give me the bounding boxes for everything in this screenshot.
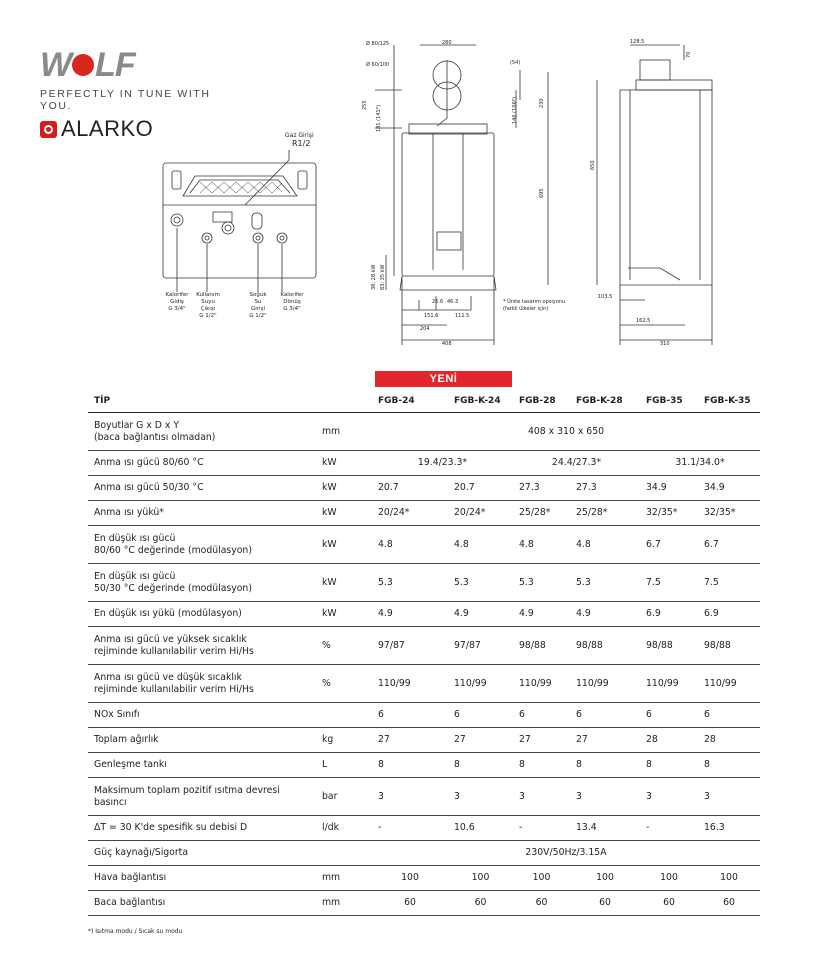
- row-label: Genleşme tankı: [88, 753, 316, 778]
- paired-value: 31.1/34.0*: [640, 451, 760, 476]
- cell-value: 98/88: [640, 627, 698, 665]
- cell-value: 100: [513, 866, 570, 891]
- cell-value: 34.9: [698, 476, 760, 501]
- cell-value: 3: [570, 778, 640, 816]
- dim-label: 181 (141*): [376, 104, 382, 132]
- row-label: Anma ısı gücü 80/60 °C: [88, 451, 316, 476]
- cell-value: 3: [698, 778, 760, 816]
- cell-value: 60: [372, 891, 448, 916]
- row-label: Hava bağlantısı: [88, 866, 316, 891]
- dim-label: 103.5: [598, 294, 613, 300]
- cell-value: -: [640, 816, 698, 841]
- cell-value: 4.9: [372, 602, 448, 627]
- dim-label: 146 (106*): [512, 96, 518, 124]
- table-row: [88, 728, 760, 753]
- row-unit: kW: [316, 602, 372, 627]
- cell-value: 6.9: [698, 602, 760, 627]
- cell-value: 20/24*: [448, 501, 513, 526]
- dim-label: Ø 60/100: [366, 62, 390, 68]
- cell-value: 60: [570, 891, 640, 916]
- dim-label: 151.6: [424, 313, 439, 319]
- table-row: [88, 841, 760, 866]
- merged-value: 230V/50Hz/3.15A: [372, 841, 760, 866]
- cell-value: 34.9: [640, 476, 698, 501]
- cell-value: 27: [448, 728, 513, 753]
- row-unit: %: [316, 627, 372, 665]
- row-label: Baca bağlantısı: [88, 891, 316, 916]
- cell-value: 13.4: [570, 816, 640, 841]
- row-unit: %: [316, 665, 372, 703]
- cell-value: -: [372, 816, 448, 841]
- row-unit: kW: [316, 451, 372, 476]
- dim-label: (54): [510, 60, 521, 66]
- cell-value: 110/99: [570, 665, 640, 703]
- table-row: [88, 526, 760, 564]
- cell-value: 97/87: [372, 627, 448, 665]
- cell-value: 5.3: [372, 564, 448, 602]
- table-header-row: [88, 390, 760, 413]
- conn-label-cold-water: Soğuk Su Girişi G 1/2": [249, 292, 267, 319]
- table-row: [88, 778, 760, 816]
- note-line: * Ünite tasarım opsiyonu: [503, 299, 566, 305]
- cell-value: 20.7: [372, 476, 448, 501]
- cell-value: 20/24*: [372, 501, 448, 526]
- cell-value: 32/35*: [698, 501, 760, 526]
- conn-label-heating-flow: Kalorifer Gidiş G 3/4": [165, 292, 189, 312]
- merged-value: 408 x 310 x 650: [372, 413, 760, 451]
- dim-label: 310: [660, 341, 670, 347]
- table-row: [88, 501, 760, 526]
- header-fgb-24: FGB-24: [372, 390, 448, 413]
- gas-inlet-label: Gaz Girişi: [285, 132, 314, 139]
- cell-value: 98/88: [513, 627, 570, 665]
- cell-value: 27: [513, 728, 570, 753]
- cell-value: 3: [448, 778, 513, 816]
- cell-value: 4.9: [448, 602, 513, 627]
- cell-value: 6.7: [640, 526, 698, 564]
- side-view-drawing: [597, 45, 712, 345]
- cell-value: 4.9: [513, 602, 570, 627]
- dim-label: 408: [442, 341, 452, 347]
- cell-value: -: [513, 816, 570, 841]
- table-row: [88, 627, 760, 665]
- wolf-logo: W LF: [40, 46, 135, 84]
- row-label: Güç kaynağı/Sigorta: [88, 841, 316, 866]
- dim-label: 650: [590, 160, 596, 170]
- cell-value: 32/35*: [640, 501, 698, 526]
- cell-value: 8: [570, 753, 640, 778]
- table-row: [88, 413, 760, 451]
- cell-value: 97/87: [448, 627, 513, 665]
- header-fgb-k-24: FGB-K-24: [448, 390, 513, 413]
- brand-tagline: PERFECTLY IN TUNE WITH YOU.: [40, 88, 211, 112]
- table-row: [88, 665, 760, 703]
- cell-value: 110/99: [448, 665, 513, 703]
- cell-value: 98/88: [570, 627, 640, 665]
- table-row: [88, 703, 760, 728]
- dim-label: 70: [686, 51, 692, 58]
- cell-value: 6: [640, 703, 698, 728]
- row-unit: mm: [316, 866, 372, 891]
- header-fgb-k-28: FGB-K-28: [570, 390, 640, 413]
- dim-label: 230: [539, 98, 545, 108]
- cell-value: 7.5: [698, 564, 760, 602]
- gas-inlet-size: R1/2: [292, 139, 311, 148]
- row-label: En düşük ısı gücü 50/30 °C değerinde (modülasyon): [88, 564, 316, 602]
- cell-value: 3: [513, 778, 570, 816]
- cell-value: 8: [698, 753, 760, 778]
- cell-value: 4.8: [570, 526, 640, 564]
- cell-value: 110/99: [513, 665, 570, 703]
- row-label: En düşük ısı gücü 80/60 °C değerinde (modülasyon): [88, 526, 316, 564]
- row-label: Maksimum toplam pozitif ısıtma devresi basıncı: [88, 778, 316, 816]
- dim-label: 38; 28 kW: [371, 264, 377, 290]
- row-unit: kW: [316, 476, 372, 501]
- note-line: (farklı ülkeler için): [503, 306, 549, 312]
- cell-value: 6: [570, 703, 640, 728]
- cell-value: 4.8: [513, 526, 570, 564]
- alarko-logo: ALARKO: [40, 116, 220, 142]
- cell-value: 5.3: [513, 564, 570, 602]
- cell-value: 3: [640, 778, 698, 816]
- cell-value: 25/28*: [570, 501, 640, 526]
- cell-value: 5.3: [570, 564, 640, 602]
- technical-drawings: [0, 0, 828, 370]
- paired-value: 24.4/27.3*: [513, 451, 640, 476]
- dim-label: 111.5: [455, 313, 470, 319]
- row-unit: mm: [316, 891, 372, 916]
- dim-label: 280: [442, 40, 452, 46]
- cell-value: 16.3: [698, 816, 760, 841]
- cell-value: 28: [698, 728, 760, 753]
- cell-value: 6: [448, 703, 513, 728]
- cell-value: 20.7: [448, 476, 513, 501]
- row-unit: bar: [316, 778, 372, 816]
- row-label: Anma ısı gücü ve düşük sıcaklık rejiminde kullanılabilir verim Hi/Hs: [88, 665, 316, 703]
- dim-label: 46.3: [447, 299, 459, 305]
- cell-value: 110/99: [372, 665, 448, 703]
- cell-value: 8: [448, 753, 513, 778]
- table-row: [88, 816, 760, 841]
- header-fgb-28: FGB-28: [513, 390, 570, 413]
- cell-value: 100: [698, 866, 760, 891]
- row-label: NOx Sınıfı: [88, 703, 316, 728]
- row-label: Anma ısı gücü ve yüksek sıcaklık rejiminde kullanılabilir verim Hi/Hs: [88, 627, 316, 665]
- row-unit: mm: [316, 413, 372, 451]
- cell-value: 27: [570, 728, 640, 753]
- dim-label: 128.5: [630, 39, 645, 45]
- cell-value: 100: [640, 866, 698, 891]
- row-unit: l/dk: [316, 816, 372, 841]
- cell-value: 7.5: [640, 564, 698, 602]
- row-label: En düşük ısı yükü (modülasyon): [88, 602, 316, 627]
- cell-value: 28: [640, 728, 698, 753]
- cell-value: 60: [448, 891, 513, 916]
- dim-label: 83; 35 kW: [380, 264, 386, 290]
- spec-table: [88, 390, 760, 916]
- new-badge: YENİ: [375, 371, 512, 387]
- cell-value: 3: [372, 778, 448, 816]
- cell-value: 8: [372, 753, 448, 778]
- row-label: Anma ısı gücü 50/30 °C: [88, 476, 316, 501]
- footnote: *) Isıtma modu / Sıcak su modu: [88, 928, 183, 935]
- cell-value: 100: [372, 866, 448, 891]
- row-unit: L: [316, 753, 372, 778]
- cell-value: 100: [570, 866, 640, 891]
- header-fgb-k-35: FGB-K-35: [698, 390, 760, 413]
- row-unit: [316, 841, 372, 866]
- cell-value: 4.8: [448, 526, 513, 564]
- dim-label: 162.5: [636, 318, 651, 324]
- dim-label: 26.6: [432, 299, 444, 305]
- table-row: [88, 891, 760, 916]
- cell-value: 6: [698, 703, 760, 728]
- table-row: [88, 866, 760, 891]
- cell-value: 110/99: [698, 665, 760, 703]
- row-unit: kW: [316, 564, 372, 602]
- conn-label-hot-water: Kullanım Suyu Çıkışı G 1/2": [196, 292, 220, 319]
- header-type: TİP: [88, 390, 316, 413]
- cell-value: 27.3: [513, 476, 570, 501]
- row-unit: [316, 703, 372, 728]
- table-row: [88, 476, 760, 501]
- dim-label: Ø 80/125: [366, 41, 390, 47]
- cell-value: 10.6: [448, 816, 513, 841]
- conn-label-heating-return: Kalorifer Dönüş G 3/4": [280, 292, 304, 312]
- table-row: [88, 564, 760, 602]
- row-unit: kW: [316, 526, 372, 564]
- table-row: [88, 451, 760, 476]
- row-label: ΔT = 30 K'de spesifik su debisi D: [88, 816, 316, 841]
- row-label: Toplam ağırlık: [88, 728, 316, 753]
- cell-value: 4.8: [372, 526, 448, 564]
- cell-value: 6: [513, 703, 570, 728]
- header-unit: [316, 390, 372, 413]
- cell-value: 25/28*: [513, 501, 570, 526]
- cell-value: 100: [448, 866, 513, 891]
- cell-value: 27.3: [570, 476, 640, 501]
- cell-value: 6.9: [640, 602, 698, 627]
- cell-value: 5.3: [448, 564, 513, 602]
- cell-value: 110/99: [640, 665, 698, 703]
- cell-value: 60: [698, 891, 760, 916]
- cell-value: 8: [640, 753, 698, 778]
- row-label: Anma ısı yükü*: [88, 501, 316, 526]
- header-fgb-35: FGB-35: [640, 390, 698, 413]
- bottom-view-drawing: [163, 150, 316, 292]
- table-row: [88, 753, 760, 778]
- table-row: [88, 602, 760, 627]
- cell-value: 8: [513, 753, 570, 778]
- row-unit: kW: [316, 501, 372, 526]
- row-label: Boyutlar G x D x Y (baca bağlantısı olmadan): [88, 413, 316, 451]
- cell-value: 6: [372, 703, 448, 728]
- cell-value: 4.9: [570, 602, 640, 627]
- paired-value: 19.4/23.3*: [372, 451, 513, 476]
- cell-value: 60: [640, 891, 698, 916]
- dim-label: 695: [539, 188, 545, 198]
- cell-value: 27: [372, 728, 448, 753]
- row-unit: kg: [316, 728, 372, 753]
- cell-value: 60: [513, 891, 570, 916]
- dim-label: 255: [362, 100, 368, 110]
- cell-value: 6.7: [698, 526, 760, 564]
- dim-label: 204: [420, 326, 430, 332]
- cell-value: 98/88: [698, 627, 760, 665]
